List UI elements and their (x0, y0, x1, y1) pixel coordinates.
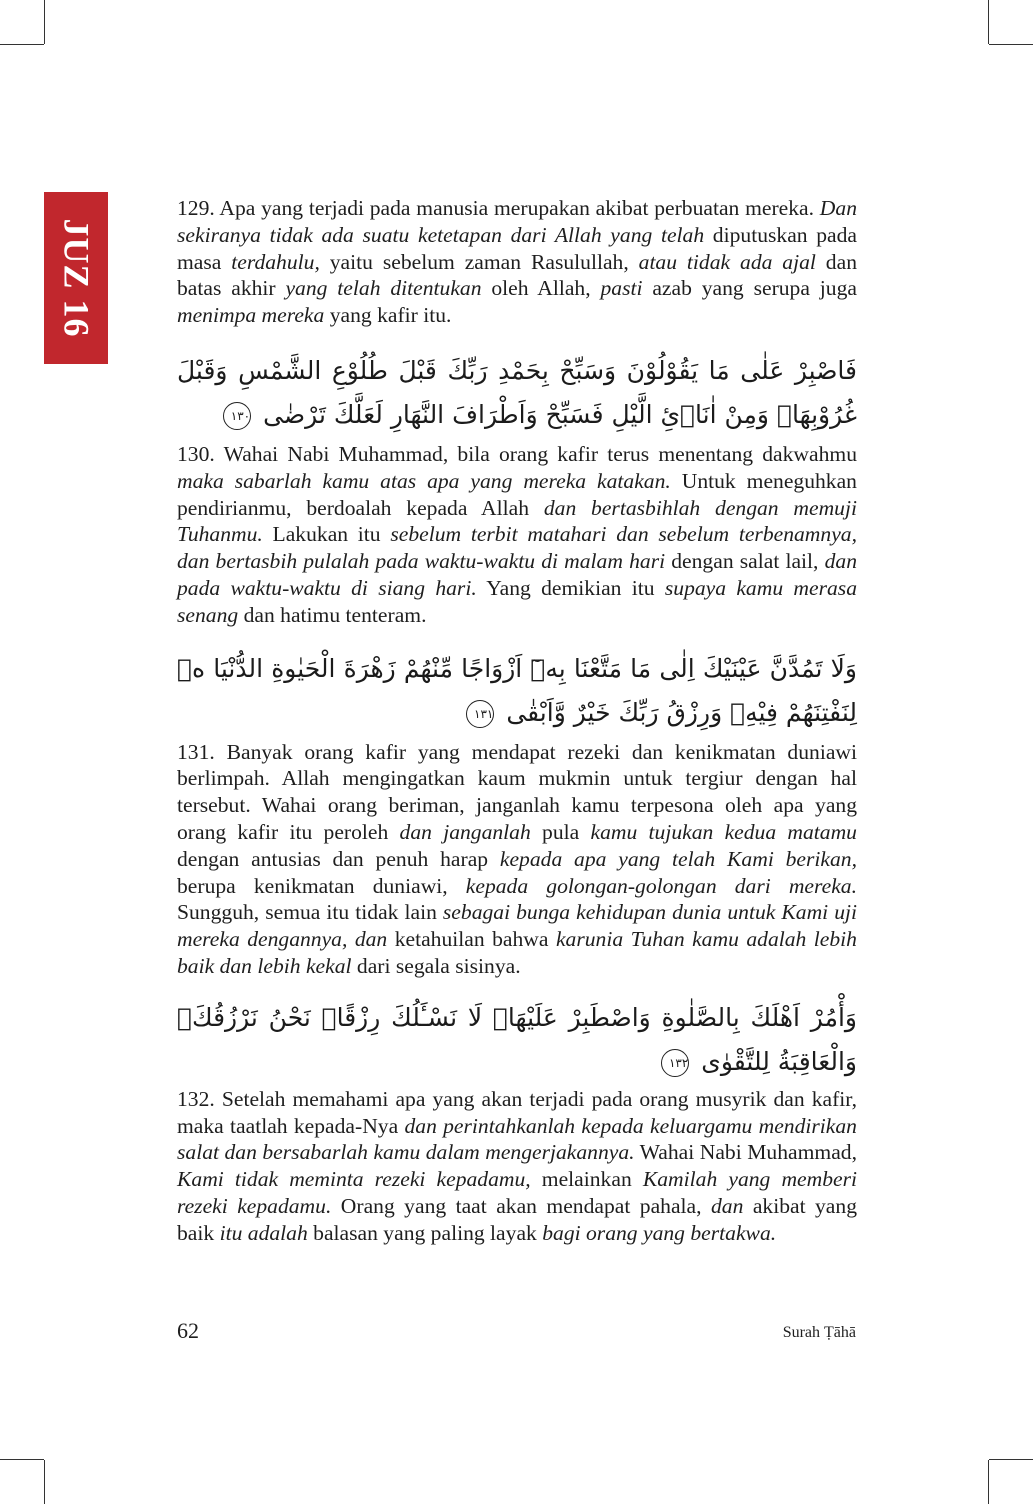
translation-text: Orang yang taat akan mendapat pahala, (331, 1193, 711, 1218)
crop-mark (988, 1460, 989, 1504)
translation-text: dan batas akhir (177, 249, 857, 301)
translation-emphasis: yang telah ditentukan (285, 276, 482, 301)
translation-emphasis: karunia Tuhan kamu adalah lebih baik dan lebih kekal (177, 927, 857, 978)
translation-emphasis: dan bertasbihlah dengan memuji Tuhanmu. (177, 495, 857, 547)
translation-text: Untuk meneguhkan pendirianmu, berdoalah kepada Allah (177, 468, 857, 520)
translation-text: oleh Allah, (481, 276, 601, 301)
translation-text: azab yang serupa juga (642, 276, 857, 301)
page-content (177, 195, 857, 1247)
translation-emphasis: dan (710, 1193, 744, 1218)
translation-text: Yang demikian itu (476, 575, 665, 600)
translation-text: Wahai Nabi Muhammad, (634, 1140, 857, 1165)
translation-text: ketahuilan bahwa (387, 927, 556, 952)
translation-paragraph (177, 441, 857, 629)
translation-text: akibat yang baik (177, 1193, 857, 1245)
translation-text: dan hatimu tenteram. (238, 602, 427, 627)
arabic-verse (177, 996, 857, 1084)
translation-paragraph (177, 195, 857, 329)
translation-paragraph (177, 739, 857, 980)
translation-emphasis: dan janganlah (399, 819, 531, 844)
translation-text: dari segala sisinya. (351, 953, 521, 978)
ayah-number-marker: ١٣٢ (661, 1049, 689, 1077)
crop-mark (989, 44, 1033, 45)
translation-text: yaitu sebelum zaman Rasulullah, (319, 249, 639, 274)
translation-text: berupa kenikmatan duniawi, (177, 873, 466, 898)
translation-emphasis: sebelum terbit matahari dan sebelum terbenamnya, dan bertasbih pulalah pada waktu-waktu di malam hari (177, 522, 857, 574)
arabic-verse (177, 647, 857, 735)
page-number: 62 (177, 1318, 199, 1343)
translation-emphasis: pasti (600, 276, 643, 301)
translation-emphasis: kamu tujukan kedua matamu (590, 819, 857, 844)
arabic-verse (177, 349, 857, 437)
translation-emphasis: sebagai bunga kehidupan dunia untuk Kami uji mereka dengannya, dan (177, 900, 857, 952)
crop-mark (988, 0, 989, 44)
translation-emphasis: dan perintahkanlah kepada keluargamu mendirikan salat dan bersabarlah kamu dalam mengerjakannya. (177, 1113, 857, 1165)
arabic-verse-text: وَأْمُرْ اَهْلَكَ بِالصَّلٰوةِ وَاصْطَبِرْ عَلَيْهَاۗ لَا نَسْـَٔلُكَ رِزْقًاۗ نَحْنُ نَرْزُقُكَۗ وَالْعَاقِبَةُ لِلتَّقْوٰى (177, 1002, 857, 1076)
translation-emphasis: terdahulu, (231, 249, 320, 274)
translation-emphasis: Dan sekiranya tidak ada suatu ketetapan dari Allah yang telah (177, 196, 857, 247)
translation-text: 131. Banyak orang kafir yang mendapat rezeki dan kenikmatan duniawi berlimpah. Allah mengingatkan kaum mukmin untuk tergiur dengan hal tersebut. Wahai orang beriman, janganlah kamu terpesona oleh apa yang orang kafir itu peroleh (177, 739, 857, 844)
translation-emphasis: atau tidak ada ajal (638, 249, 816, 274)
translation-text: pula (530, 819, 591, 844)
translation-text: 129. Apa yang terjadi pada manusia merupakan akibat perbuatan mereka. (177, 196, 820, 220)
translation-text: Lakukan itu (262, 522, 391, 547)
translation-paragraph (177, 1086, 857, 1247)
translation-emphasis: Kamilah yang memberi rezeki kepadamu. (177, 1167, 857, 1218)
crop-mark (44, 0, 45, 44)
translation-emphasis: dan pada waktu-waktu di siang hari. (177, 549, 857, 600)
translation-text: 130. Wahai Nabi Muhammad, bila orang kafir terus menentang dakwahmu (177, 441, 857, 466)
juz-tab (44, 192, 108, 364)
arabic-verse-text: وَلَا تَمُدَّنَّ عَيْنَيْكَ اِلٰى مَا مَتَّعْنَا بِهٖٓ اَزْوَاجًا مِّنْهُمْ زَهْرَةَ الْحَيٰوةِ الدُّنْيَا ەۙ لِنَفْتِنَهُمْ فِيْهِۗ وَرِزْقُ رَبِّكَ خَيْرٌ وَّاَبْقٰى (177, 653, 857, 727)
translation-emphasis: kepada apa yang telah Kami berikan, (499, 846, 857, 871)
translation-emphasis: itu adalah (219, 1220, 308, 1245)
translation-text: dengan antusias dan penuh harap (177, 846, 500, 871)
ayah-number-marker: ١٣١ (466, 700, 494, 728)
translation-emphasis: Kami tidak meminta rezeki kepadamu, (177, 1167, 531, 1192)
arabic-verse-text: فَاصْبِرْ عَلٰى مَا يَقُوْلُوْنَ وَسَبِّحْ بِحَمْدِ رَبِّكَ قَبْلَ طُلُوْعِ الشَّمْسِ وَقَبْلَ غُرُوْبِهَاۚ وَمِنْ اٰنَاۤئِ الَّيْلِ فَسَبِّحْ وَاَطْرَافَ النَّهَارِ لَعَلَّكَ تَرْضٰى (177, 355, 857, 429)
translation-text: balasan yang paling layak (307, 1220, 543, 1245)
translation-emphasis: maka sabarlah kamu atas apa yang mereka katakan. (177, 468, 671, 493)
juz-label: JUZ 16 (56, 218, 97, 338)
crop-mark (0, 1459, 44, 1460)
ayah-number-marker: ١٣٠ (223, 402, 251, 430)
translation-emphasis: kepada golongan-golongan dari mereka. (465, 873, 857, 898)
translation-emphasis: bagi orang yang bertakwa. (542, 1220, 777, 1245)
translation-text: yang kafir itu. (324, 303, 452, 328)
translation-text: Sungguh, semua itu tidak lain (177, 900, 443, 925)
translation-text: 132. Setelah memahami apa yang akan terjadi pada orang musyrik dan kafir, maka taatlah kepada-Nya (177, 1086, 857, 1138)
translation-text: diputuskan pada masa (177, 222, 858, 274)
surah-name: Surah Ṭāhā (782, 1324, 856, 1341)
translation-emphasis: supaya kamu merasa senang (177, 575, 857, 627)
crop-mark (44, 1460, 45, 1504)
crop-mark (989, 1459, 1033, 1460)
translation-emphasis: menimpa mereka (177, 303, 325, 328)
crop-mark (0, 44, 44, 45)
translation-text: dengan salat lail, (665, 549, 825, 574)
translation-text: melainkan (530, 1167, 643, 1192)
